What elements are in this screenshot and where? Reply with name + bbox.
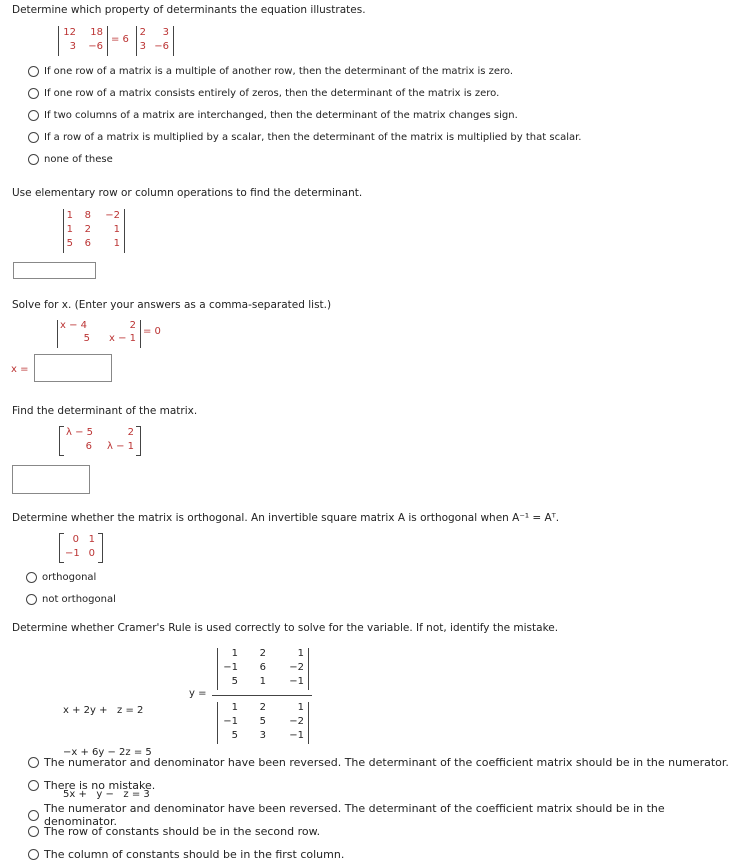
matrix-cell: 12 — [63, 27, 76, 38]
q5-option-2[interactable] — [26, 594, 116, 605]
q1-option-1[interactable] — [28, 66, 513, 77]
q2-prompt: Use elementary row or column operations to find the determinant. — [12, 187, 363, 199]
matrix-cell: 3 — [139, 41, 146, 52]
matrix-cell: 3 — [162, 27, 169, 38]
q2-answer-input[interactable] — [13, 262, 96, 279]
right-bracket — [136, 426, 141, 456]
matrix-cell: 1 — [231, 648, 238, 659]
option-label: If one row of a matrix consists entirely of zeros, then the determinant of the matrix is zero. — [44, 88, 500, 99]
matrix-cell: 1 — [66, 210, 73, 221]
matrix-cell: 1 — [66, 224, 73, 235]
matrix-cell: 1 — [231, 702, 238, 713]
q5-option-1[interactable] — [26, 572, 96, 583]
q6-equation-system — [63, 676, 152, 816]
matrix-cell: 6 — [85, 441, 92, 452]
radio-button[interactable] — [28, 66, 39, 77]
matrix-cell: −6 — [154, 41, 169, 52]
q1-prompt: Determine which property of determinants the equation illustrates. — [12, 4, 366, 16]
matrix-cell: 5 — [259, 716, 266, 727]
q1-left-determinant — [58, 26, 108, 56]
q3-determinant — [57, 320, 141, 348]
matrix-cell: 1 — [259, 676, 266, 687]
matrix-cell: 2 — [127, 427, 134, 438]
matrix-cell: 18 — [90, 27, 103, 38]
matrix-cell: 1 — [297, 702, 304, 713]
option-label: The numerator and denominator have been reversed. The determinant of the coefficient matrix should be in the numerator. — [44, 756, 729, 769]
option-label: If one row of a matrix is a multiple of another row, then the determinant of the matrix is zero. — [44, 66, 514, 77]
q5-matrix — [65, 534, 99, 562]
matrix-cell: 6 — [84, 238, 91, 249]
left-bracket — [59, 533, 64, 563]
q6-y-label: y = — [189, 688, 207, 699]
matrix-cell: 2 — [259, 702, 266, 713]
q1-right-determinant — [136, 26, 174, 56]
q6-numerator-determinant — [217, 648, 309, 690]
q1-equals: = 6 — [111, 34, 129, 45]
q1-option-5[interactable] — [28, 154, 113, 165]
matrix-cell: 3 — [259, 730, 266, 741]
option-label: none of these — [44, 154, 113, 165]
right-bracket — [98, 533, 103, 563]
matrix-cell: −2 — [289, 716, 304, 727]
matrix-cell: 5 — [231, 730, 238, 741]
option-label: There is no mistake. — [44, 779, 156, 792]
matrix-cell: 3 — [69, 41, 76, 52]
q3-prompt: Solve for x. (Enter your answers as a comma-separated list.) — [12, 299, 332, 311]
option-label: orthogonal — [42, 572, 97, 583]
matrix-cell: −1 — [289, 730, 304, 741]
matrix-cell: −6 — [88, 41, 103, 52]
matrix-cell: 8 — [84, 210, 91, 221]
radio-button[interactable] — [28, 849, 39, 860]
q6-option-1[interactable] — [28, 756, 729, 769]
q6-option-5[interactable] — [28, 848, 344, 861]
matrix-cell: 2 — [129, 320, 136, 331]
radio-button[interactable] — [28, 780, 39, 791]
equation-line: x + 2y + z = 2 — [63, 705, 144, 716]
q6-option-2[interactable] — [28, 779, 155, 792]
matrix-cell: 2 — [139, 27, 146, 38]
q6-prompt: Determine whether Cramer's Rule is used correctly to solve for the variable. If not, identify the mistake. — [12, 622, 559, 634]
q6-denominator-determinant — [217, 702, 309, 744]
q3-answer-label: x = — [11, 364, 29, 375]
matrix-cell: λ − 5 — [66, 427, 94, 438]
q6-option-4[interactable] — [28, 825, 320, 838]
option-label: If a row of a matrix is multiplied by a scalar, then the determinant of the matrix is multiplied by that scalar. — [44, 132, 582, 143]
radio-button[interactable] — [28, 154, 39, 165]
matrix-cell: −2 — [105, 210, 120, 221]
fraction-bar — [212, 695, 312, 696]
matrix-cell: −1 — [223, 662, 238, 673]
matrix-cell: 5 — [83, 333, 90, 344]
radio-button[interactable] — [28, 757, 39, 768]
matrix-cell: 5 — [231, 676, 238, 687]
matrix-cell: 0 — [88, 548, 95, 559]
q3-equals: = 0 — [143, 326, 161, 337]
option-label: The column of constants should be in the first column. — [44, 848, 345, 861]
q1-option-3[interactable] — [28, 110, 518, 121]
radio-button[interactable] — [28, 110, 39, 121]
q4-answer-input[interactable] — [12, 465, 90, 494]
matrix-cell: x − 4 — [60, 320, 88, 331]
matrix-cell: 2 — [84, 224, 91, 235]
q4-matrix — [66, 427, 138, 455]
matrix-cell: −1 — [65, 548, 80, 559]
matrix-cell: λ − 1 — [106, 441, 134, 452]
q5-prompt: Determine whether the matrix is orthogonal. An invertible square matrix A is orthogonal when A⁻¹ = Aᵀ. — [12, 512, 560, 524]
radio-button[interactable] — [28, 826, 39, 837]
matrix-cell: 2 — [259, 648, 266, 659]
option-label: If two columns of a matrix are interchanged, then the determinant of the matrix changes sign. — [44, 110, 518, 121]
q1-option-2[interactable] — [28, 88, 499, 99]
q3-answer-input[interactable] — [34, 354, 112, 382]
radio-button[interactable] — [28, 132, 39, 143]
matrix-cell: 1 — [297, 648, 304, 659]
radio-button[interactable] — [28, 88, 39, 99]
matrix-cell: 0 — [72, 534, 79, 545]
equation-line: 5x + y − z = 3 — [63, 789, 150, 800]
matrix-cell: 1 — [113, 238, 120, 249]
radio-button[interactable] — [26, 594, 37, 605]
q2-determinant — [63, 209, 125, 253]
matrix-cell: −1 — [223, 716, 238, 727]
radio-button[interactable] — [28, 810, 39, 821]
q4-prompt: Find the determinant of the matrix. — [12, 405, 198, 417]
option-label: The row of constants should be in the second row. — [44, 825, 321, 838]
matrix-cell: 5 — [66, 238, 73, 249]
option-label: The numerator and denominator have been reversed. The determinant of the coefficient matrix should be in the denominator. — [44, 802, 665, 828]
radio-button[interactable] — [26, 572, 37, 583]
matrix-cell: 1 — [88, 534, 95, 545]
matrix-cell: 1 — [113, 224, 120, 235]
matrix-cell: x − 1 — [108, 333, 136, 344]
matrix-cell: −2 — [289, 662, 304, 673]
option-label: not orthogonal — [42, 594, 116, 605]
left-bracket — [59, 426, 64, 456]
equation-line: −x + 6y − 2z = 5 — [63, 747, 152, 758]
matrix-cell: −1 — [289, 676, 304, 687]
q1-option-4[interactable] — [28, 132, 581, 143]
matrix-cell: 6 — [259, 662, 266, 673]
